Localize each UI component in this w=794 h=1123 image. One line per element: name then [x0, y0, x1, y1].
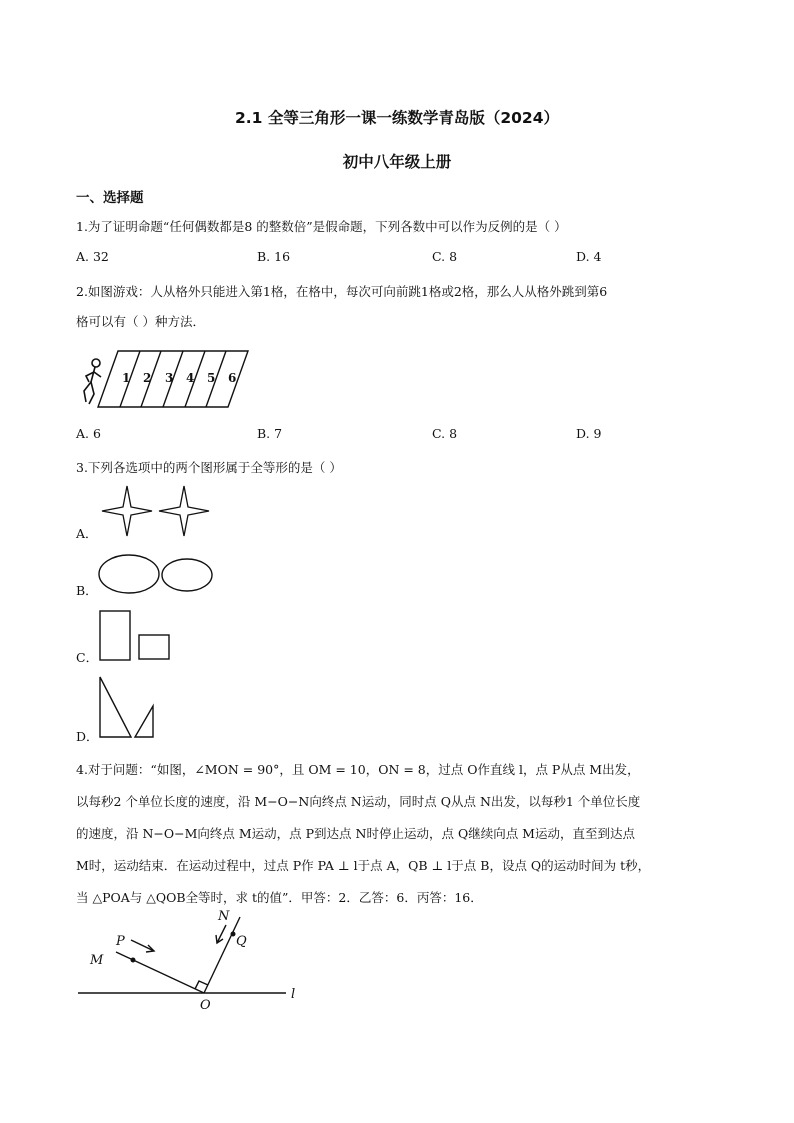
q1-option-a: A. 32	[76, 249, 109, 264]
q3-option-a-label: A．	[76, 526, 98, 541]
cell-label: 2	[143, 371, 152, 385]
point-label-o: O	[200, 998, 211, 1013]
line-label-l: l	[291, 987, 296, 1002]
q2-option-c: C. 8	[432, 426, 458, 441]
q4-geometry-figure	[76, 905, 316, 1015]
cell-label: 6	[228, 371, 237, 385]
q1-option-d: D. 4	[576, 249, 602, 264]
q1-option-c: C. 8	[432, 249, 458, 264]
point-label-m: M	[90, 953, 104, 968]
runner-icon	[84, 359, 101, 404]
point-label-p: P	[116, 934, 125, 949]
q3-option-d-figure	[97, 674, 159, 740]
point-label-n: N	[218, 909, 230, 924]
cell-label: 3	[165, 371, 174, 385]
cell-label: 5	[207, 371, 216, 385]
q4-line5: 当 △POA与 △QOB全等时，求 t的值”．甲答：2．乙答：6．丙答：16．	[76, 890, 483, 905]
cell-label: 4	[186, 371, 195, 385]
q1-option-b: B. 16	[257, 249, 291, 264]
q2-stem-line1: 2.如图游戏：人从格外只能进入第1格，在格中，每次可向前跳1格或2格，那么人从格外跳到第6	[76, 284, 608, 299]
q2-hopscotch-figure	[76, 344, 256, 410]
q1-stem: 1.为了证明命题“任何偶数都是8 的整数倍”是假命题，下列各数中可以作为反例的是（ ）	[76, 219, 567, 234]
q3-option-d-label: D．	[76, 729, 99, 744]
page-title: 2.1 全等三角形一课一练数学青岛版（2024）	[235, 109, 559, 127]
cell-label: 1	[122, 371, 131, 385]
star-icon	[102, 486, 152, 536]
q2-option-d: D. 9	[576, 426, 602, 441]
q3-option-b-label: B．	[76, 583, 98, 598]
q3-option-a-figure	[100, 484, 212, 538]
section-heading: 一、选择题	[76, 190, 144, 206]
q3-option-c-figure	[97, 608, 173, 664]
q4-line1: 4.对于问题：“如图，∠MON = 90°，且 OM = 10，ON = 8，过点 O作直线 l，点 P从点 M出发，	[76, 762, 640, 777]
q2-stem-line2: 格可以有（ ）种方法．	[76, 314, 205, 329]
q4-line4: M时，运动结束．在运动过程中，过点 P作 PA ⊥ l于点 A，QB ⊥ l于点 B，设点 Q的运动时间为 t秒，	[76, 858, 651, 873]
q2-option-b: B. 7	[257, 426, 283, 441]
q2-option-a: A. 6	[76, 426, 101, 441]
q3-option-c-label: C．	[76, 650, 99, 665]
q3-stem: 3.下列各选项中的两个图形属于全等形的是（ ）	[76, 460, 342, 475]
q4-line3: 的速度，沿 N−O−M向终点 M运动，点 P到达点 N时停止运动，点 Q继续向点 M运动，直至到达点	[76, 826, 635, 841]
q3-option-b-figure	[97, 552, 215, 598]
page-subtitle: 初中八年级上册	[342, 153, 452, 171]
q4-line2: 以每秒2 个单位长度的速度，沿 M−O−N向终点 N运动，同时点 Q从点 N出发，以每秒1 个单位长度	[76, 794, 641, 809]
point-label-q: Q	[236, 934, 247, 949]
star-icon	[159, 486, 209, 536]
